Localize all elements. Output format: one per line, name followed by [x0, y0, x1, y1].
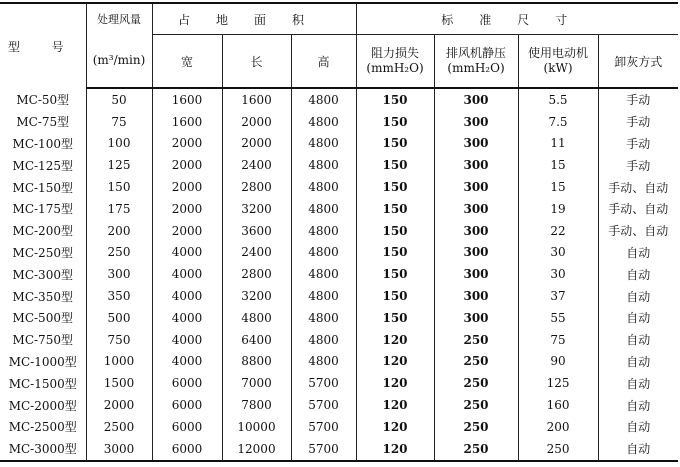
fan-pressure-cell: 250 — [434, 438, 518, 461]
resistance-cell: 120 — [356, 438, 434, 461]
fan-pressure-column-header — [434, 35, 518, 89]
length-cell: 2800 — [222, 176, 291, 198]
resistance-cell: 150 — [356, 263, 434, 285]
length-cell: 6400 — [222, 329, 291, 351]
discharge-column-header: 卸灰方式 — [598, 35, 678, 89]
height-cell: 4800 — [291, 220, 356, 242]
width-cell: 4000 — [152, 263, 222, 285]
fan-pressure-cell: 250 — [434, 416, 518, 438]
discharge-method-cell: 自动 — [626, 289, 651, 304]
discharge-method-cell: 自动 — [598, 438, 678, 461]
motor-header-label: 使用电动机 — [528, 46, 589, 60]
model-cell: MC-125型 — [0, 154, 86, 176]
resistance-cell: 150 — [356, 242, 434, 264]
motor-header-unit: (kW) — [543, 61, 573, 75]
discharge-method-cell: 手动、自动 — [608, 180, 669, 195]
fan-pressure-cell: 300 — [434, 285, 518, 307]
model-cell: MC-750型 — [0, 329, 86, 351]
table-row — [0, 394, 678, 416]
width-cell: 2000 — [152, 220, 222, 242]
width-cell: 2000 — [152, 176, 222, 198]
standard-size-group-header: 标准尺寸 — [356, 3, 678, 35]
length-cell: 2000 — [222, 111, 291, 133]
resistance-cell: 120 — [356, 329, 434, 351]
table-row — [0, 176, 678, 198]
table-row — [0, 285, 678, 307]
fan-pressure-cell: 300 — [434, 307, 518, 329]
fan-pressure-cell: 250 — [434, 372, 518, 394]
resistance-cell: 150 — [356, 220, 434, 242]
motor-power-cell: 15 — [518, 176, 598, 198]
fan-pressure-cell: 300 — [434, 111, 518, 133]
width-cell: 1600 — [152, 88, 222, 111]
height-column-header: 高 — [291, 35, 356, 89]
model-cell: MC-500型 — [0, 307, 86, 329]
model-cell: MC-175型 — [0, 198, 86, 220]
table-row — [0, 111, 678, 133]
width-cell: 6000 — [152, 438, 222, 461]
length-cell: 1600 — [222, 88, 291, 111]
discharge-method-cell: 手动 — [626, 158, 651, 173]
width-cell: 6000 — [152, 416, 222, 438]
table-row — [0, 329, 678, 351]
area-group-header: 占地面积 — [152, 3, 356, 35]
height-cell: 5700 — [291, 416, 356, 438]
height-cell: 4800 — [291, 242, 356, 264]
model-cell: MC-2500型 — [0, 416, 86, 438]
discharge-method-cell: 手动 — [626, 115, 651, 130]
length-cell: 7800 — [222, 394, 291, 416]
model-cell: MC-250型 — [0, 242, 86, 264]
height-cell: 4800 — [291, 111, 356, 133]
flow-cell: 50 — [86, 88, 152, 111]
length-cell: 12000 — [222, 438, 291, 461]
resistance-cell: 120 — [356, 351, 434, 373]
table-row — [0, 133, 678, 155]
model-cell: MC-3000型 — [0, 438, 86, 461]
width-cell: 6000 — [152, 372, 222, 394]
fan-pressure-cell: 300 — [434, 263, 518, 285]
height-cell: 4800 — [291, 176, 356, 198]
flow-unit-header: (m³/min) — [86, 35, 152, 89]
width-cell: 4000 — [152, 329, 222, 351]
motor-power-cell: 30 — [518, 242, 598, 264]
fan-pressure-cell: 250 — [434, 351, 518, 373]
resistance-column-header — [356, 35, 434, 89]
resistance-cell: 150 — [356, 111, 434, 133]
length-cell: 4800 — [222, 307, 291, 329]
flow-cell: 1000 — [86, 351, 152, 373]
motor-power-cell: 75 — [518, 329, 598, 351]
height-cell: 4800 — [291, 154, 356, 176]
flow-cell: 1500 — [86, 372, 152, 394]
length-cell: 2000 — [222, 133, 291, 155]
resistance-cell: 120 — [356, 372, 434, 394]
discharge-method-cell: 自动 — [626, 398, 651, 413]
motor-power-cell: 160 — [518, 394, 598, 416]
height-cell: 4800 — [291, 307, 356, 329]
motor-power-cell: 55 — [518, 307, 598, 329]
discharge-method-cell: 自动 — [626, 376, 651, 391]
motor-power-cell: 30 — [518, 263, 598, 285]
fan-pressure-cell: 300 — [434, 154, 518, 176]
motor-power-cell: 37 — [518, 285, 598, 307]
resistance-cell: 150 — [356, 198, 434, 220]
discharge-method-cell: 自动 — [626, 354, 651, 369]
flow-column-header — [86, 3, 152, 35]
flow-cell: 500 — [86, 307, 152, 329]
motor-power-cell: 125 — [518, 372, 598, 394]
table-row — [0, 307, 678, 329]
flow-cell: 250 — [86, 242, 152, 264]
table-row — [0, 154, 678, 176]
flow-cell: 300 — [86, 263, 152, 285]
motor-column-header — [518, 35, 598, 89]
discharge-method-cell: 自动 — [626, 267, 651, 282]
resistance-cell: 150 — [356, 133, 434, 155]
motor-power-cell: 15 — [518, 154, 598, 176]
flow-cell: 75 — [86, 111, 152, 133]
fan-pressure-cell: 300 — [434, 133, 518, 155]
width-column-header: 宽 — [152, 35, 222, 89]
height-cell: 4800 — [291, 88, 356, 111]
flow-cell: 125 — [86, 154, 152, 176]
table-header — [0, 3, 678, 88]
height-cell: 4800 — [291, 263, 356, 285]
width-cell: 4000 — [152, 242, 222, 264]
model-cell: MC-1500型 — [0, 372, 86, 394]
fan-pressure-header-unit: (mmH₂O) — [447, 61, 505, 75]
flow-cell: 100 — [86, 133, 152, 155]
table-row — [0, 88, 678, 111]
motor-power-cell: 22 — [518, 220, 598, 242]
model-cell: MC-75型 — [0, 111, 86, 133]
length-column-header: 长 — [222, 35, 291, 89]
resistance-cell: 120 — [356, 394, 434, 416]
resistance-cell: 150 — [356, 176, 434, 198]
model-cell: MC-2000型 — [0, 394, 86, 416]
dust-collector-spec-table — [0, 2, 678, 462]
height-cell: 4800 — [291, 133, 356, 155]
height-cell: 4800 — [291, 198, 356, 220]
length-cell: 3200 — [222, 198, 291, 220]
resistance-header-label: 阻力损失 — [371, 46, 420, 60]
model-cell: MC-150型 — [0, 176, 86, 198]
length-cell: 2400 — [222, 154, 291, 176]
length-cell: 3200 — [222, 285, 291, 307]
flow-cell: 175 — [86, 198, 152, 220]
motor-power-cell: 90 — [518, 351, 598, 373]
height-cell: 4800 — [291, 285, 356, 307]
width-cell: 4000 — [152, 307, 222, 329]
model-cell: MC-50型 — [0, 88, 86, 111]
resistance-cell: 150 — [356, 154, 434, 176]
motor-power-cell: 5.5 — [518, 88, 598, 111]
motor-power-cell: 11 — [518, 133, 598, 155]
height-cell: 5700 — [291, 372, 356, 394]
length-cell: 8800 — [222, 351, 291, 373]
resistance-cell: 150 — [356, 307, 434, 329]
width-cell: 6000 — [152, 394, 222, 416]
discharge-method-cell: 自动 — [626, 245, 651, 260]
flow-cell: 3000 — [86, 438, 152, 461]
model-cell: MC-100型 — [0, 133, 86, 155]
discharge-method-cell: 手动 — [626, 93, 651, 108]
flow-cell: 150 — [86, 176, 152, 198]
resistance-cell: 120 — [356, 416, 434, 438]
length-cell: 2400 — [222, 242, 291, 264]
fan-pressure-cell: 300 — [434, 88, 518, 111]
length-cell: 2800 — [222, 263, 291, 285]
table-body — [0, 88, 678, 461]
discharge-method-cell: 自动 — [626, 311, 651, 326]
flow-cell: 2000 — [86, 394, 152, 416]
model-column-header: 型 号 — [0, 3, 86, 88]
length-cell: 10000 — [222, 416, 291, 438]
discharge-method-cell: 手动、自动 — [608, 202, 669, 217]
table-row — [0, 242, 678, 264]
table-row — [0, 220, 678, 242]
table-row — [0, 438, 678, 461]
table-row — [0, 416, 678, 438]
discharge-method-cell: 自动 — [626, 333, 651, 348]
fan-pressure-cell: 300 — [434, 242, 518, 264]
height-cell: 4800 — [291, 351, 356, 373]
width-cell: 2000 — [152, 154, 222, 176]
discharge-method-cell: 手动 — [626, 136, 651, 151]
length-cell: 3600 — [222, 220, 291, 242]
flow-header-label: 处理风量 — [97, 13, 141, 27]
fan-pressure-cell: 300 — [434, 176, 518, 198]
fan-pressure-cell: 250 — [434, 394, 518, 416]
height-cell: 5700 — [291, 438, 356, 461]
width-cell: 4000 — [152, 285, 222, 307]
length-cell: 7000 — [222, 372, 291, 394]
fan-pressure-cell: 300 — [434, 220, 518, 242]
motor-power-cell: 200 — [518, 416, 598, 438]
flow-cell: 200 — [86, 220, 152, 242]
width-cell: 1600 — [152, 111, 222, 133]
flow-cell: 350 — [86, 285, 152, 307]
discharge-method-cell: 手动、自动 — [608, 224, 669, 239]
resistance-cell: 150 — [356, 88, 434, 111]
table-row — [0, 198, 678, 220]
discharge-method-cell: 自动 — [626, 420, 651, 435]
motor-power-cell: 7.5 — [518, 111, 598, 133]
motor-power-cell: 19 — [518, 198, 598, 220]
height-cell: 4800 — [291, 329, 356, 351]
resistance-header-unit: (mmH₂O) — [366, 61, 424, 75]
resistance-cell: 150 — [356, 285, 434, 307]
table-row — [0, 263, 678, 285]
fan-pressure-cell: 250 — [434, 329, 518, 351]
width-cell: 2000 — [152, 198, 222, 220]
height-cell: 5700 — [291, 394, 356, 416]
table-row — [0, 372, 678, 394]
flow-cell: 2500 — [86, 416, 152, 438]
model-cell: MC-300型 — [0, 263, 86, 285]
flow-cell: 750 — [86, 329, 152, 351]
model-cell: MC-1000型 — [0, 351, 86, 373]
fan-pressure-header-label: 排风机静压 — [446, 46, 507, 60]
table-row — [0, 351, 678, 373]
width-cell: 4000 — [152, 351, 222, 373]
fan-pressure-cell: 300 — [434, 198, 518, 220]
model-cell: MC-350型 — [0, 285, 86, 307]
width-cell: 2000 — [152, 133, 222, 155]
model-cell: MC-200型 — [0, 220, 86, 242]
motor-power-cell: 250 — [518, 438, 598, 461]
